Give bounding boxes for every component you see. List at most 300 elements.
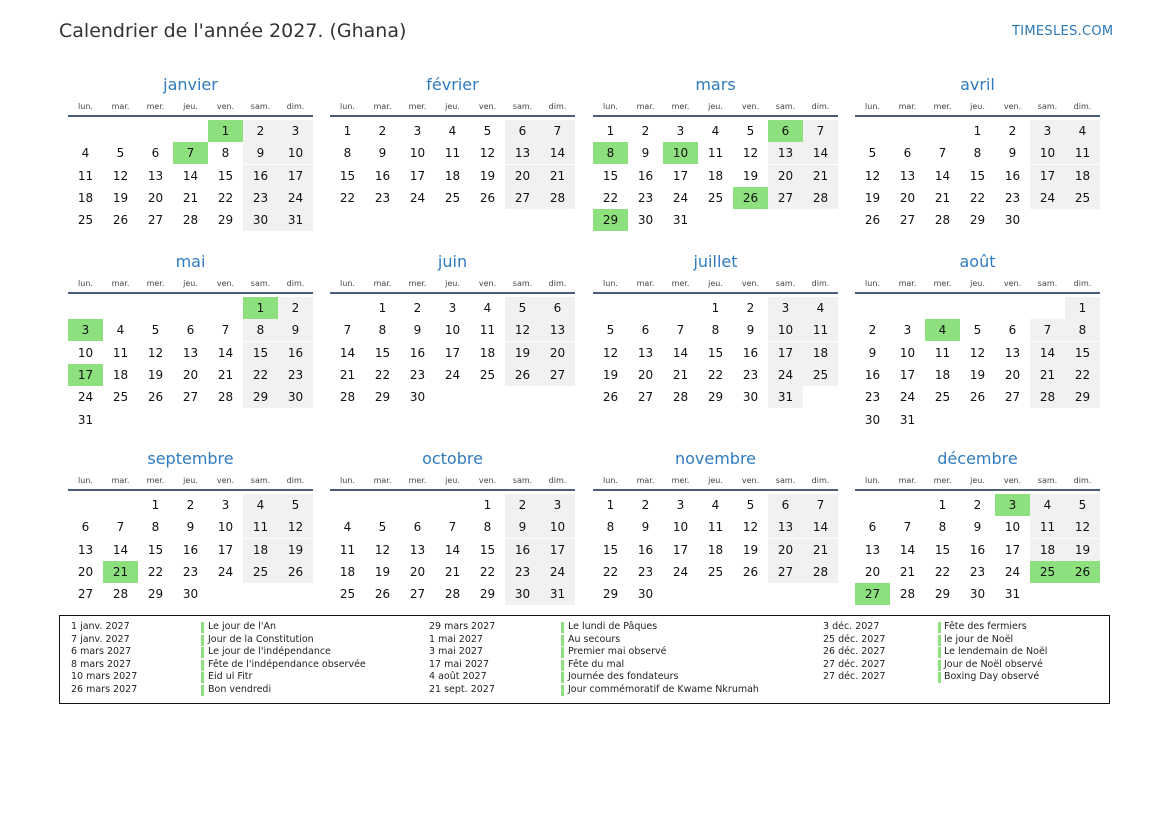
month-separator <box>855 292 1100 294</box>
day-cell: 16 <box>637 168 654 183</box>
legend-date: 6 mars 2027 <box>71 646 132 658</box>
weekday-label: sam. <box>250 279 271 288</box>
day-cell: 15 <box>602 168 619 183</box>
legend-marker <box>561 660 564 671</box>
weekday-label: lun. <box>865 476 880 485</box>
month-name: août <box>959 252 996 271</box>
day-cell: 17 <box>444 345 461 360</box>
day-cell: 2 <box>243 120 278 142</box>
day-cell: 5 <box>973 323 982 338</box>
day-cell: 2 <box>186 498 195 512</box>
month-separator <box>593 292 838 294</box>
day-cell: 20 <box>182 367 199 382</box>
weekday-label: mer. <box>933 102 952 111</box>
day-cell: 6 <box>1008 323 1017 338</box>
weekday-label: ven. <box>741 476 760 485</box>
day-cell: 20 <box>409 564 426 579</box>
day-cell: 28 <box>934 213 951 228</box>
day-cell: 8 <box>483 520 492 535</box>
day-cell: 6 <box>903 146 912 161</box>
day-cell: 3 <box>278 120 313 142</box>
day-cell: 31 <box>278 209 313 231</box>
legend-date: 27 déc. 2027 <box>823 671 886 683</box>
day-cell: 2 <box>505 494 540 516</box>
day-cell: 27 <box>768 187 803 209</box>
day-cell: 5 <box>378 520 387 535</box>
day-cell: 8 <box>378 323 387 338</box>
weekday-label: lun. <box>603 476 618 485</box>
day-cell: 21 <box>899 564 916 579</box>
weekday-label: jeu. <box>708 279 723 288</box>
legend-marker <box>561 672 564 683</box>
weekday-label: jeu. <box>445 476 460 485</box>
day-cell: 26 <box>112 213 129 228</box>
day-cell: 13 <box>77 542 94 557</box>
legend-holiday-name: Jour de la Constitution <box>208 633 314 645</box>
day-cell: 28 <box>899 587 916 602</box>
weekday-label: dim. <box>811 102 830 111</box>
day-cell: 17 <box>540 539 575 561</box>
day-cell: 30 <box>409 390 426 405</box>
month-name: janvier <box>163 75 218 94</box>
day-cell: 12 <box>1065 516 1100 538</box>
day-cell: 22 <box>243 364 278 386</box>
day-cell: 29 <box>969 213 986 228</box>
weekday-label: mer. <box>671 476 690 485</box>
weekday-label: jeu. <box>445 102 460 111</box>
day-cell: 23 <box>374 190 391 205</box>
legend-date: 21 sept. 2027 <box>429 684 495 695</box>
day-cell: 28 <box>672 390 689 405</box>
day-cell: 5 <box>505 297 540 319</box>
day-cell: 30 <box>243 209 278 231</box>
day-cell: 3 <box>768 297 803 319</box>
day-cell: 26 <box>278 561 313 583</box>
day-cell: 8 <box>1065 319 1100 341</box>
day-cell: 7 <box>343 323 352 338</box>
day-cell: 12 <box>505 319 540 341</box>
day-cell: 23 <box>409 367 426 382</box>
holiday-day: 17 <box>68 364 103 386</box>
day-cell: 10 <box>409 146 426 161</box>
legend-marker <box>561 647 564 658</box>
day-cell: 29 <box>217 213 234 228</box>
day-cell: 19 <box>864 190 881 205</box>
day-cell: 2 <box>641 124 650 138</box>
day-cell: 9 <box>1008 146 1017 161</box>
weekday-label: mar. <box>111 279 130 288</box>
day-cell: 28 <box>803 187 838 209</box>
day-cell: 23 <box>969 564 986 579</box>
weekday-label: jeu. <box>970 279 985 288</box>
day-cell: 6 <box>81 520 90 535</box>
legend-holiday-name: Fête de l'indépendance observée <box>208 658 366 670</box>
day-cell: 18 <box>112 367 129 382</box>
month-separator <box>330 115 575 117</box>
day-cell: 1 <box>378 301 387 315</box>
day-cell: 29 <box>374 390 391 405</box>
day-cell: 17 <box>278 165 313 187</box>
day-cell: 15 <box>707 345 724 360</box>
day-cell: 19 <box>374 564 391 579</box>
weekday-label: dim. <box>548 476 567 485</box>
day-cell: 18 <box>479 345 496 360</box>
day-cell: 30 <box>637 587 654 602</box>
day-cell: 12 <box>374 542 391 557</box>
legend-date: 7 janv. 2027 <box>71 633 130 645</box>
weekday-label: sam. <box>1037 279 1058 288</box>
day-cell: 14 <box>540 142 575 164</box>
day-cell: 15 <box>479 542 496 557</box>
day-cell: 21 <box>1030 364 1065 386</box>
day-cell: 24 <box>672 564 689 579</box>
day-cell: 22 <box>374 367 391 382</box>
legend-marker <box>561 685 564 696</box>
weekday-label: ven. <box>1003 279 1022 288</box>
day-cell: 16 <box>637 542 654 557</box>
day-cell: 23 <box>243 187 278 209</box>
day-cell: 29 <box>1065 386 1100 408</box>
legend-date: 26 mars 2027 <box>71 684 138 695</box>
day-cell: 5 <box>1065 494 1100 516</box>
weekday-label: ven. <box>216 279 235 288</box>
day-cell: 23 <box>637 564 654 579</box>
weekday-label: mar. <box>636 102 655 111</box>
day-cell: 25 <box>934 390 951 405</box>
legend-holiday-name: Fête du mal <box>568 658 625 670</box>
holiday-day: 27 <box>855 583 890 605</box>
day-cell: 28 <box>112 587 129 602</box>
day-cell: 24 <box>672 190 689 205</box>
weekday-label: ven. <box>478 279 497 288</box>
day-cell: 27 <box>899 213 916 228</box>
day-cell: 22 <box>217 190 234 205</box>
day-cell: 20 <box>1004 367 1021 382</box>
day-cell: 20 <box>637 367 654 382</box>
day-cell: 18 <box>707 168 724 183</box>
day-cell: 5 <box>606 323 615 338</box>
day-cell: 1 <box>343 124 352 138</box>
legend-date: 17 mai 2027 <box>429 658 490 670</box>
day-cell: 19 <box>742 542 759 557</box>
day-cell: 17 <box>672 168 689 183</box>
day-cell: 23 <box>182 564 199 579</box>
day-cell: 9 <box>243 142 278 164</box>
day-cell: 5 <box>868 146 877 161</box>
holiday-day: 6 <box>768 120 803 142</box>
day-cell: 31 <box>540 583 575 605</box>
legend-marker <box>938 660 941 671</box>
day-cell: 14 <box>803 142 838 164</box>
day-cell: 27 <box>182 390 199 405</box>
day-cell: 7 <box>221 323 230 338</box>
day-cell: 15 <box>374 345 391 360</box>
legend-date: 3 déc. 2027 <box>823 621 880 632</box>
day-cell: 5 <box>483 124 492 138</box>
weekday-label: lun. <box>78 102 93 111</box>
legend-date: 1 janv. 2027 <box>71 621 130 632</box>
day-cell: 3 <box>540 494 575 516</box>
day-cell: 17 <box>409 168 426 183</box>
day-cell: 8 <box>151 520 160 535</box>
day-cell: 13 <box>182 345 199 360</box>
day-cell: 22 <box>602 190 619 205</box>
day-cell: 6 <box>641 323 650 338</box>
weekday-label: sam. <box>775 102 796 111</box>
weekday-label: ven. <box>1003 476 1022 485</box>
day-cell: 29 <box>707 390 724 405</box>
legend-marker <box>561 622 564 633</box>
day-cell: 12 <box>742 146 759 161</box>
day-cell: 24 <box>77 390 94 405</box>
day-cell: 14 <box>672 345 689 360</box>
day-cell: 26 <box>602 390 619 405</box>
month-name: septembre <box>147 449 234 468</box>
weekday-label: sam. <box>250 102 271 111</box>
holiday-day: 4 <box>925 319 960 341</box>
day-cell: 9 <box>413 323 422 338</box>
day-cell: 1 <box>483 498 492 512</box>
day-cell: 14 <box>217 345 234 360</box>
day-cell: 16 <box>505 539 540 561</box>
day-cell: 21 <box>672 367 689 382</box>
day-cell: 30 <box>742 390 759 405</box>
day-cell: 6 <box>868 520 877 535</box>
day-cell: 27 <box>768 561 803 583</box>
day-cell: 26 <box>742 564 759 579</box>
day-cell: 7 <box>1030 319 1065 341</box>
day-cell: 17 <box>217 542 234 557</box>
weekday-label: mar. <box>636 476 655 485</box>
day-cell: 27 <box>147 213 164 228</box>
weekday-label: lun. <box>865 279 880 288</box>
day-cell: 2 <box>278 297 313 319</box>
weekday-label: dim. <box>1073 102 1092 111</box>
day-cell: 1 <box>606 124 615 138</box>
day-cell: 11 <box>707 520 724 535</box>
month-name: juillet <box>693 252 738 271</box>
day-cell: 15 <box>602 542 619 557</box>
day-cell: 21 <box>934 190 951 205</box>
day-cell: 12 <box>278 516 313 538</box>
day-cell: 13 <box>540 319 575 341</box>
day-cell: 11 <box>707 146 724 161</box>
holiday-day: 3 <box>68 319 103 341</box>
day-cell: 4 <box>711 498 720 512</box>
day-cell: 28 <box>339 390 356 405</box>
day-cell: 12 <box>864 168 881 183</box>
day-cell: 28 <box>540 187 575 209</box>
day-cell: 13 <box>505 142 540 164</box>
day-cell: 11 <box>1030 516 1065 538</box>
day-cell: 10 <box>1030 142 1065 164</box>
legend-marker <box>201 635 204 646</box>
month-separator <box>593 115 838 117</box>
day-cell: 23 <box>742 367 759 382</box>
day-cell: 19 <box>479 168 496 183</box>
day-cell: 20 <box>768 165 803 187</box>
month-name: février <box>426 75 479 94</box>
day-cell: 4 <box>243 494 278 516</box>
day-cell: 16 <box>409 345 426 360</box>
day-cell: 17 <box>1004 542 1021 557</box>
weekday-label: mer. <box>146 476 165 485</box>
weekday-label: jeu. <box>183 279 198 288</box>
legend-holiday-name: le jour de Noël <box>944 633 1014 645</box>
day-cell: 7 <box>676 323 685 338</box>
day-cell: 10 <box>768 319 803 341</box>
legend-marker <box>561 635 564 646</box>
day-cell: 7 <box>803 494 838 516</box>
day-cell: 15 <box>217 168 234 183</box>
day-cell: 9 <box>746 323 755 338</box>
weekday-label: sam. <box>512 279 533 288</box>
day-cell: 8 <box>343 146 352 161</box>
day-cell: 31 <box>77 412 94 427</box>
month-name: avril <box>960 75 995 94</box>
weekday-label: mer. <box>408 102 427 111</box>
day-cell: 30 <box>278 386 313 408</box>
day-cell: 27 <box>77 587 94 602</box>
month-name: décembre <box>937 449 1018 468</box>
day-cell: 29 <box>479 587 496 602</box>
day-cell: 19 <box>278 539 313 561</box>
day-cell: 4 <box>343 520 352 535</box>
day-cell: 6 <box>505 120 540 142</box>
day-cell: 8 <box>221 146 230 161</box>
weekday-label: lun. <box>78 476 93 485</box>
day-cell: 7 <box>938 146 947 161</box>
day-cell: 23 <box>278 364 313 386</box>
day-cell: 30 <box>969 587 986 602</box>
day-cell: 4 <box>711 124 720 138</box>
day-cell: 31 <box>1004 587 1021 602</box>
day-cell: 10 <box>77 345 94 360</box>
legend-date: 8 mars 2027 <box>71 658 132 670</box>
weekday-label: lun. <box>603 279 618 288</box>
day-cell: 18 <box>77 190 94 205</box>
day-cell: 4 <box>1065 120 1100 142</box>
day-cell: 24 <box>768 364 803 386</box>
holiday-day: 8 <box>593 142 628 164</box>
day-cell: 4 <box>448 124 457 138</box>
day-cell: 18 <box>243 539 278 561</box>
day-cell: 29 <box>243 386 278 408</box>
weekday-label: dim. <box>286 476 305 485</box>
day-cell: 11 <box>1065 142 1100 164</box>
weekday-label: ven. <box>478 102 497 111</box>
day-cell: 21 <box>803 539 838 561</box>
weekday-label: jeu. <box>708 476 723 485</box>
day-cell: 11 <box>444 146 461 161</box>
day-cell: 11 <box>77 168 94 183</box>
day-cell: 12 <box>479 146 496 161</box>
weekday-label: mar. <box>373 102 392 111</box>
weekday-label: ven. <box>741 102 760 111</box>
day-cell: 3 <box>676 124 685 138</box>
day-cell: 31 <box>899 412 916 427</box>
day-cell: 2 <box>413 301 422 315</box>
day-cell: 13 <box>768 142 803 164</box>
day-cell: 31 <box>672 213 689 228</box>
day-cell: 4 <box>116 323 125 338</box>
day-cell: 30 <box>864 412 881 427</box>
legend-date: 29 mars 2027 <box>429 621 496 632</box>
day-cell: 21 <box>217 367 234 382</box>
legend-marker <box>201 647 204 658</box>
month-name: novembre <box>674 449 757 468</box>
month-separator <box>330 489 575 491</box>
day-cell: 14 <box>1030 342 1065 364</box>
day-cell: 10 <box>1004 520 1021 535</box>
legend-holiday-name: Boxing Day observé <box>944 671 1040 683</box>
day-cell: 24 <box>278 187 313 209</box>
day-cell: 24 <box>1030 187 1065 209</box>
month-name: mai <box>175 252 206 271</box>
holiday-day: 26 <box>1065 561 1100 583</box>
legend-date: 3 mai 2027 <box>429 646 483 658</box>
weekday-label: dim. <box>548 102 567 111</box>
weekday-label: sam. <box>512 102 533 111</box>
day-cell: 2 <box>973 498 982 512</box>
day-cell: 31 <box>768 386 803 408</box>
day-cell: 1 <box>711 301 720 315</box>
weekday-label: mer. <box>146 279 165 288</box>
month-separator <box>68 115 313 117</box>
day-cell: 10 <box>444 323 461 338</box>
weekday-label: mar. <box>636 279 655 288</box>
day-cell: 23 <box>864 390 881 405</box>
holiday-day: 25 <box>1030 561 1065 583</box>
day-cell: 19 <box>602 367 619 382</box>
day-cell: 9 <box>868 345 877 360</box>
day-cell: 12 <box>147 345 164 360</box>
day-cell: 9 <box>973 520 982 535</box>
weekday-label: sam. <box>512 476 533 485</box>
day-cell: 13 <box>637 345 654 360</box>
day-cell: 24 <box>409 190 426 205</box>
day-cell: 1 <box>1065 297 1100 319</box>
legend-marker <box>938 647 941 658</box>
weekday-label: mar. <box>373 279 392 288</box>
day-cell: 13 <box>1004 345 1021 360</box>
legend-holiday-name: Premier mai observé <box>568 646 667 658</box>
day-cell: 19 <box>742 168 759 183</box>
day-cell: 11 <box>243 516 278 538</box>
weekday-label: mer. <box>933 279 952 288</box>
weekday-label: lun. <box>340 102 355 111</box>
day-cell: 25 <box>243 561 278 583</box>
weekday-label: dim. <box>811 279 830 288</box>
legend-marker <box>201 672 204 683</box>
weekday-label: mer. <box>408 279 427 288</box>
day-cell: 17 <box>899 367 916 382</box>
day-cell: 4 <box>81 146 90 161</box>
day-cell: 20 <box>77 564 94 579</box>
weekday-label: ven. <box>216 102 235 111</box>
day-cell: 16 <box>182 542 199 557</box>
day-cell: 3 <box>413 124 422 138</box>
weekday-label: mar. <box>898 476 917 485</box>
site-link[interactable]: TIMESLES.COM <box>1012 24 1114 39</box>
day-cell: 3 <box>903 323 912 338</box>
weekday-label: ven. <box>478 476 497 485</box>
day-cell: 3 <box>448 301 457 315</box>
legend-holiday-name: Le jour de l'An <box>208 621 277 632</box>
day-cell: 26 <box>479 190 496 205</box>
legend-marker <box>938 672 941 683</box>
day-cell: 21 <box>444 564 461 579</box>
